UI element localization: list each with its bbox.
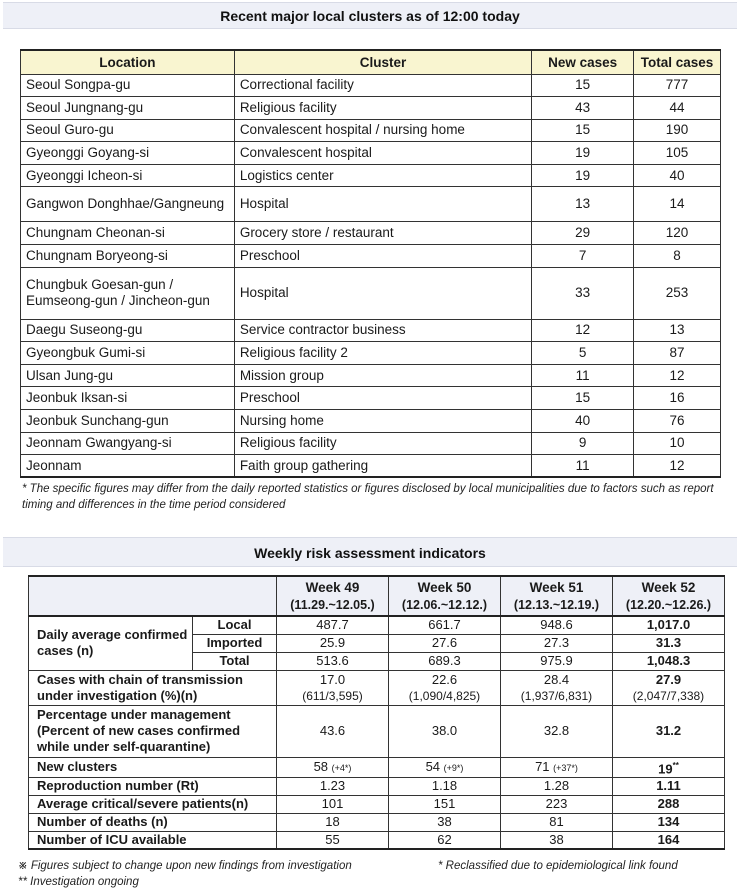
total-label: Total [193, 652, 277, 670]
cluster-cell: Hospital [234, 187, 531, 222]
cell: 1,048.3 [613, 652, 725, 670]
cell: 27.9 (2,047/7,338) [613, 670, 725, 705]
new-cases-cell: 12 [532, 319, 634, 342]
ongoing-note: ** Investigation ongoing [18, 876, 139, 888]
weekly-section-title: Weekly risk assessment indicators [3, 537, 737, 567]
week-50-header: Week 50 (12.06.~12.12.) [389, 576, 501, 616]
cell: 27.3 [501, 634, 613, 652]
cluster-cell: Mission group [234, 364, 531, 387]
cell: 975.9 [501, 652, 613, 670]
new-cases-cell: 9 [532, 432, 634, 455]
table-row [21, 387, 721, 410]
table-row [21, 319, 721, 342]
new-cases-header: New cases [532, 50, 634, 74]
cell: 948.6 [501, 616, 613, 634]
table-row [21, 97, 721, 120]
cell: 32.8 [501, 705, 613, 757]
week-52-header: Week 52 (12.20.~12.26.) [613, 576, 725, 616]
change-note: ※ Figures subject to change upon new findings from investigation [18, 860, 352, 872]
rt-label: Reproduction number (Rt) [29, 777, 277, 795]
cell: 43.6 [277, 705, 389, 757]
cell: 31.2 [613, 705, 725, 757]
location-cell: Gangwon Donghhae/Gangneung [21, 187, 235, 222]
total-cases-cell: 12 [634, 364, 721, 387]
cell: 1.11 [613, 777, 725, 795]
chain-row [29, 670, 725, 705]
total-cases-cell: 190 [634, 119, 721, 142]
cluster-cell: Faith group gathering [234, 455, 531, 478]
total-cases-header: Total cases [634, 50, 721, 74]
weekly-footnotes [18, 858, 728, 890]
daily-average-label: Daily average confirmed cases (n) [29, 616, 193, 670]
cell: 487.7 [277, 616, 389, 634]
cluster-cell: Religious facility [234, 97, 531, 120]
cell: 1.23 [277, 777, 389, 795]
cell: 25.9 [277, 634, 389, 652]
table-row [21, 245, 721, 268]
week-49-header: Week 49 (11.29.~12.05.) [277, 576, 389, 616]
table-row [21, 142, 721, 165]
location-cell: Gyeonggi Icheon-si [21, 164, 235, 187]
location-cell: Chungnam Boryeong-si [21, 245, 235, 268]
location-cell: Seoul Jungnang-gu [21, 97, 235, 120]
cell: 661.7 [389, 616, 501, 634]
cell: 689.3 [389, 652, 501, 670]
total-cases-cell: 777 [634, 74, 721, 97]
management-row [29, 705, 725, 757]
total-cases-cell: 76 [634, 410, 721, 433]
management-label: Percentage under management (Percent of new cases confirmed while under self-quarantine) [29, 705, 277, 757]
icu-label: Number of ICU available [29, 831, 277, 849]
new-cases-cell: 15 [532, 119, 634, 142]
total-cases-cell: 13 [634, 319, 721, 342]
daily-local-row [29, 616, 725, 634]
new-cases-cell: 11 [532, 364, 634, 387]
new-cases-cell: 15 [532, 74, 634, 97]
cell: 223 [501, 795, 613, 813]
new-cases-cell: 15 [532, 387, 634, 410]
location-cell: Jeonbuk Iksan-si [21, 387, 235, 410]
critical-row [29, 795, 725, 813]
cell: 101 [277, 795, 389, 813]
total-cases-cell: 16 [634, 387, 721, 410]
new-cases-cell: 43 [532, 97, 634, 120]
cluster-cell: Religious facility 2 [234, 342, 531, 365]
cell: 134 [613, 813, 725, 831]
location-cell: Chungnam Cheonan-si [21, 222, 235, 245]
total-cases-cell: 253 [634, 267, 721, 319]
clusters-footnote: * The specific figures may differ from the daily reported statistics or figures disclosed by local municipalities due to factors such as report timing and differences in the time period considered [22, 483, 714, 511]
location-cell: Jeonbuk Sunchang-gun [21, 410, 235, 433]
total-cases-cell: 10 [634, 432, 721, 455]
location-cell: Daegu Suseong-gu [21, 319, 235, 342]
total-cases-cell: 44 [634, 97, 721, 120]
new-cases-cell: 40 [532, 410, 634, 433]
critical-label: Average critical/severe patients(n) [29, 795, 277, 813]
total-cases-cell: 14 [634, 187, 721, 222]
table-row [21, 342, 721, 365]
cell: 62 [389, 831, 501, 849]
cell: 38.0 [389, 705, 501, 757]
cell: 151 [389, 795, 501, 813]
reclassified-note: * Reclassified due to epidemiological link found [438, 860, 678, 872]
location-cell: Seoul Songpa-gu [21, 74, 235, 97]
clusters-section-title: Recent major local clusters as of 12:00 today [3, 2, 737, 29]
cell: 54 (+9*) [389, 757, 501, 777]
total-cases-cell: 87 [634, 342, 721, 365]
table-row [21, 455, 721, 478]
total-cases-cell: 40 [634, 164, 721, 187]
cell: 17.0 (611/3,595) [277, 670, 389, 705]
new-cases-cell: 5 [532, 342, 634, 365]
cluster-cell: Hospital [234, 267, 531, 319]
week-51-header: Week 51 (12.13.~12.19.) [501, 576, 613, 616]
location-cell: Jeonnam Gwangyang-si [21, 432, 235, 455]
cluster-cell: Preschool [234, 387, 531, 410]
cell: 1.18 [389, 777, 501, 795]
corner-header [29, 576, 277, 616]
table-row [21, 410, 721, 433]
location-header: Location [21, 50, 235, 74]
cell: 513.6 [277, 652, 389, 670]
week-header-row [29, 576, 725, 616]
table-row [21, 267, 721, 319]
cell: 71 (+37*) [501, 757, 613, 777]
weekly-indicators-table [28, 575, 725, 850]
new-clusters-label: New clusters [29, 757, 277, 777]
total-cases-cell: 8 [634, 245, 721, 268]
location-cell: Ulsan Jung-gu [21, 364, 235, 387]
cluster-cell: Logistics center [234, 164, 531, 187]
location-cell: Gyeonggi Goyang-si [21, 142, 235, 165]
new-cases-cell: 13 [532, 187, 634, 222]
cluster-cell: Grocery store / restaurant [234, 222, 531, 245]
cell: 31.3 [613, 634, 725, 652]
location-cell: Gyeongbuk Gumi-si [21, 342, 235, 365]
cell: 164 [613, 831, 725, 849]
table-row [21, 187, 721, 222]
cell: 55 [277, 831, 389, 849]
total-cases-cell: 105 [634, 142, 721, 165]
cluster-cell: Convalescent hospital / nursing home [234, 119, 531, 142]
local-clusters-table [20, 49, 721, 478]
cell: 288 [613, 795, 725, 813]
cluster-cell: Preschool [234, 245, 531, 268]
cluster-cell: Correctional facility [234, 74, 531, 97]
location-cell: Seoul Guro-gu [21, 119, 235, 142]
cell: 1,017.0 [613, 616, 725, 634]
location-cell: Chungbuk Goesan-gun / Eumseong-gun / Jincheon-gun [21, 267, 235, 319]
cluster-cell: Religious facility [234, 432, 531, 455]
table-row [21, 364, 721, 387]
cell: 18 [277, 813, 389, 831]
table-row [21, 432, 721, 455]
cell: 19** [613, 757, 725, 777]
cell: 27.6 [389, 634, 501, 652]
new-cases-cell: 11 [532, 455, 634, 478]
table-row [21, 222, 721, 245]
cell: 58 (+4*) [277, 757, 389, 777]
new-cases-cell: 19 [532, 164, 634, 187]
clusters-row [29, 757, 725, 777]
cell: 1.28 [501, 777, 613, 795]
local-label: Local [193, 616, 277, 634]
imported-label: Imported [193, 634, 277, 652]
table-header-row [21, 50, 721, 74]
new-cases-cell: 7 [532, 245, 634, 268]
total-cases-cell: 120 [634, 222, 721, 245]
location-cell: Jeonnam [21, 455, 235, 478]
cell: 22.6 (1,090/4,825) [389, 670, 501, 705]
cluster-cell: Convalescent hospital [234, 142, 531, 165]
cluster-cell: Service contractor business [234, 319, 531, 342]
new-cases-cell: 19 [532, 142, 634, 165]
new-cases-cell: 33 [532, 267, 634, 319]
chain-label: Cases with chain of transmission under investigation (%)(n) [29, 670, 277, 705]
table-row [21, 74, 721, 97]
table-row [21, 119, 721, 142]
icu-row [29, 831, 725, 849]
cluster-cell: Nursing home [234, 410, 531, 433]
deaths-label: Number of deaths (n) [29, 813, 277, 831]
table-row [21, 164, 721, 187]
deaths-row [29, 813, 725, 831]
cell: 81 [501, 813, 613, 831]
cluster-header: Cluster [234, 50, 531, 74]
rt-row [29, 777, 725, 795]
cell: 38 [501, 831, 613, 849]
cell: 28.4 (1,937/6,831) [501, 670, 613, 705]
total-cases-cell: 12 [634, 455, 721, 478]
new-cases-cell: 29 [532, 222, 634, 245]
cell: 38 [389, 813, 501, 831]
